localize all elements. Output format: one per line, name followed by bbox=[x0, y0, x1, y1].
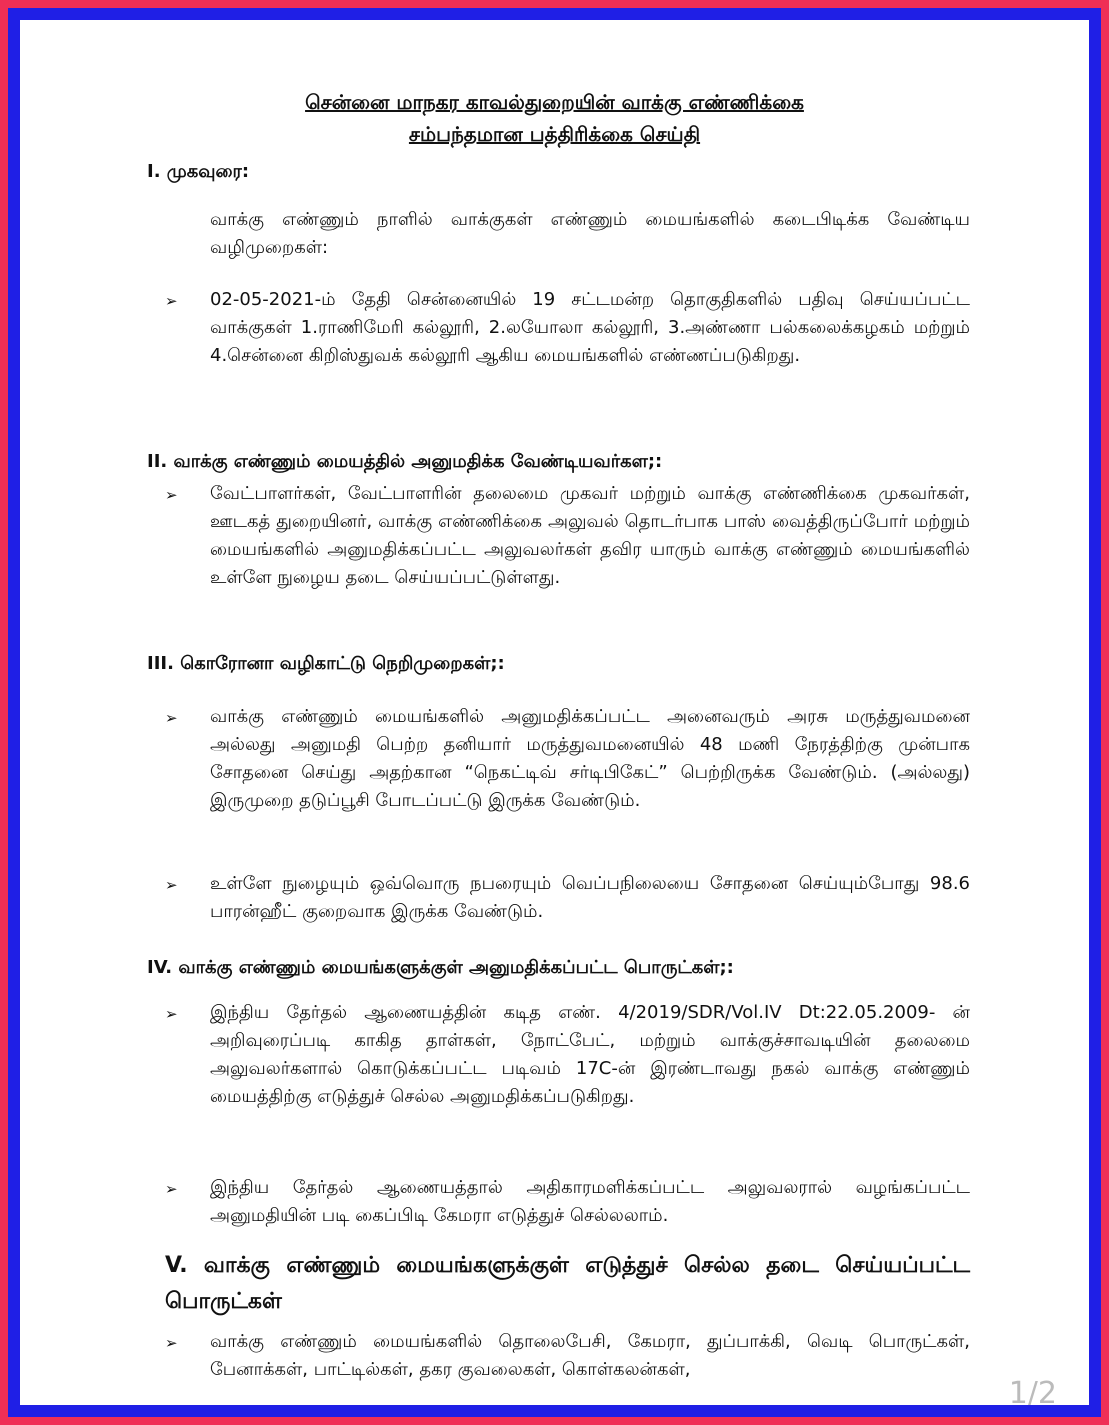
document-title bbox=[20, 86, 1089, 150]
bullet-icon: ➢ bbox=[165, 292, 178, 310]
title-line-2: சம்பந்தமான பத்திரிக்கை செய்தி bbox=[408, 122, 701, 146]
section-4-bullet-2: இந்திய தேர்தல் ஆணையத்தால் அதிகாரமளிக்கப்பட்ட அலுவலரால் வழங்கப்பட்ட அனுமதியின் படி கைப்பிடி கேமரா எடுத்துச் செல்லலாம். bbox=[210, 1177, 970, 1226]
bullet-icon: ➢ bbox=[165, 876, 178, 894]
section-heading-1: I. முகவுரை: bbox=[147, 161, 250, 182]
section-intro: வாக்கு எண்ணும் நாளில் வாக்குகள் எண்ணும் மையங்களில் கடைபிடிக்க வேண்டிய வழிமுறைகள்: bbox=[210, 209, 970, 258]
title-line-1: சென்னை மாநகர காவல்துறையின் வாக்கு எண்ணிக்கை bbox=[305, 90, 804, 114]
section-heading-2: II. வாக்கு எண்ணும் மையத்தில் அனுமதிக்க வேண்டியவர்கள;: bbox=[147, 451, 663, 472]
bullet-icon: ➢ bbox=[165, 1334, 178, 1352]
section-heading-4: IV. வாக்கு எண்ணும் மையங்களுக்குள் அனுமதிக்கப்பட்ட பொருட்கள்;: bbox=[147, 957, 734, 978]
bullet-icon: ➢ bbox=[165, 1180, 178, 1198]
bullet-icon: ➢ bbox=[165, 1005, 178, 1023]
section-3-bullet-1: வாக்கு எண்ணும் மையங்களில் அனுமதிக்கப்பட்ட அனைவரும் அரசு மருத்துவமனை அல்லது அனுமதி பெற்ற தனியார் மருத்துவமனையில் 48 மணி நேரத்திற்கு முன்பாக சோதனை செய்து அதற்கான “நெகட்டிவ் சர்டிபிகேட்” பெற்றிருக்க வேண்டும். (அல்லது) இருமுறை தடுப்பூசி போடப்பட்டு இருக்க வேண்டும். bbox=[210, 706, 970, 811]
bullet-icon: ➢ bbox=[165, 486, 178, 504]
section-heading-5: V. வாக்கு எண்ணும் மையங்களுக்குள் எடுத்துச் செல்ல தடை செய்யப்பட்ட பொருட்கள் bbox=[165, 1253, 970, 1314]
page-number: 1/2 bbox=[1008, 1376, 1057, 1405]
section-heading-3: III. கொரோனா வழிகாட்டு நெறிமுறைகள்;: bbox=[147, 653, 505, 674]
section-4-bullet-1: இந்திய தேர்தல் ஆணையத்தின் கடித எண். 4/2019/SDR/Vol.IV Dt:22.05.2009- ன் அறிவுரைப்படி காகித தாள்கள், நோட்பேட், மற்றும் வாக்குச்சாவடியின் தலைமை அலுவலர்களால் கொடுக்கப்பட்ட படிவம் 17C-ன் இரண்டாவது நகல் வாக்கு எண்ணும் மையத்திற்கு எடுத்துச் செல்ல அனுமதிக்கப்படுகிறது. bbox=[210, 1002, 970, 1107]
section-1-bullet-1: 02-05-2021-ம் தேதி சென்னையில் 19 சட்டமன்ற தொகுதிகளில் பதிவு செய்யப்பட்ட வாக்குகள் 1.ராணிமேரி கல்லூரி, 2.லயோலா கல்லூரி, 3.அண்ணா பல்கலைக்கழகம் மற்றும் 4.சென்னை கிறிஸ்துவக் கல்லூரி ஆகிய மையங்களில் எண்ணப்படுகிறது. bbox=[210, 289, 970, 366]
document-page bbox=[20, 20, 1089, 1405]
section-5-bullet-1: வாக்கு எண்ணும் மையங்களில் தொலைபேசி, கேமரா, துப்பாக்கி, வெடி பொருட்கள், பேனாக்கள், பாட்டில்கள், தகர குவலைகள், கொள்கலன்கள், bbox=[210, 1331, 970, 1380]
bullet-icon: ➢ bbox=[165, 709, 178, 727]
section-3-bullet-2: உள்ளே நுழையும் ஒவ்வொரு நபரையும் வெப்பநிலையை சோதனை செய்யும்போது 98.6 பாரன்ஹீட் குறைவாக இருக்க வேண்டும். bbox=[210, 873, 970, 922]
section-2-bullet-1: வேட்பாளர்கள், வேட்பாளரின் தலைமை முகவர் மற்றும் வாக்கு எண்ணிக்கை முகவர்கள், ஊடகத் துறையினர், வாக்கு எண்ணிக்கை அலுவல் தொடர்பாக பாஸ் வைத்திருப்போர் மற்றும் மையங்களில் அனுமதிக்கப்பட்ட அலுவலர்கள் தவிர யாரும் வாக்கு எண்ணும் மையங்களில் உள்ளே நுழைய தடை செய்யப்பட்டுள்ளது. bbox=[210, 483, 970, 588]
